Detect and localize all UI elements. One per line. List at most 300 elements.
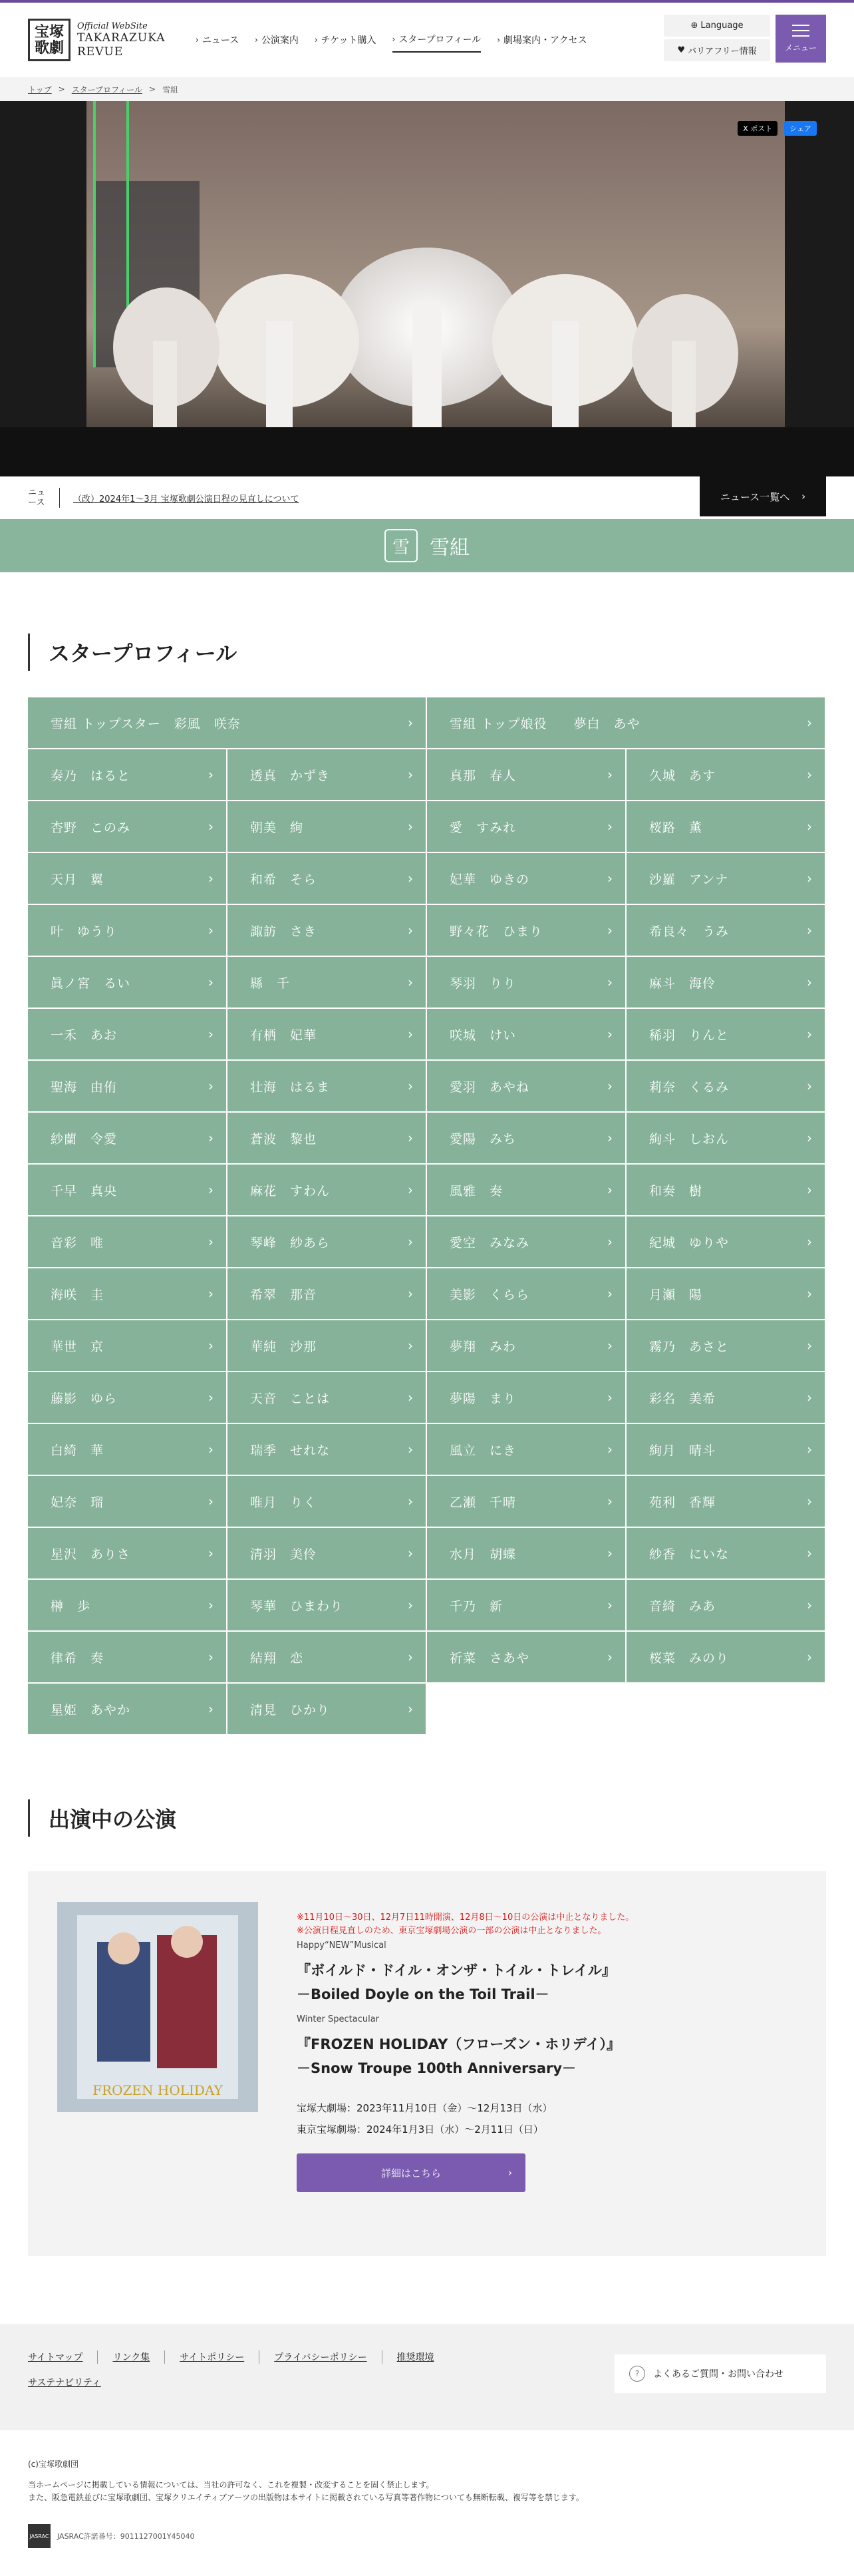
profile-name: 真那 春人: [450, 768, 517, 783]
takarazuka-theater-dates: 宝塚大劇場：2023年11月10日（金）～12月13日（水）: [297, 2102, 553, 2114]
member-profile-link[interactable]: [427, 1320, 625, 1371]
jasrac-logo: JASRAC: [28, 2524, 51, 2548]
profile-name: 清羽 美伶: [250, 1547, 317, 1562]
profile-name: 縣 千: [250, 976, 291, 991]
chevron-right-icon: ›: [607, 1338, 613, 1354]
member-profile-link[interactable]: [227, 749, 426, 800]
profile-name: 風立 にき: [450, 1443, 517, 1458]
member-profile-link[interactable]: [227, 1216, 426, 1267]
profile-name: 諏訪 さき: [250, 924, 317, 939]
logo-emblem: 宝塚歌劇: [28, 19, 71, 61]
chevron-right-icon: ›: [208, 922, 214, 938]
member-profile-link[interactable]: [227, 1476, 426, 1527]
member-profile-link[interactable]: [28, 905, 226, 956]
member-profile-link[interactable]: [28, 1580, 226, 1630]
utility-links: [664, 15, 770, 64]
chevron-right-icon: ›: [607, 870, 613, 886]
site-header: [0, 3, 854, 77]
social-buttons: [731, 121, 817, 136]
member-profile-link[interactable]: [627, 905, 825, 956]
chevron-right-icon: ›: [208, 1182, 214, 1198]
logo-big-text: TAKARAZUKA REVUE: [77, 31, 166, 59]
member-profile-link[interactable]: [427, 1632, 625, 1682]
profile-name: 彩名 美希: [649, 1391, 716, 1406]
breadcrumb-current: 雪組: [162, 85, 178, 94]
profile-name: 咲城 けい: [450, 1027, 517, 1043]
profile-name: 琴羽 りり: [450, 976, 517, 991]
profile-name: 苑利 香輝: [649, 1495, 716, 1510]
chevron-right-icon: ›: [807, 1597, 813, 1613]
member-profile-link[interactable]: [227, 1424, 426, 1475]
profile-name: 瑞季 せれな: [250, 1443, 331, 1458]
chevron-right-icon: ›: [807, 1338, 813, 1354]
chevron-right-icon: ›: [807, 1130, 813, 1146]
member-profile-link[interactable]: [427, 1165, 625, 1215]
member-profile-link[interactable]: [627, 1009, 825, 1059]
copyright-text: (c)宝塚歌劇団: [28, 2460, 78, 2469]
chevron-right-icon: ›: [607, 1493, 613, 1509]
chevron-right-icon: ›: [807, 922, 813, 938]
member-profile-link[interactable]: [627, 1061, 825, 1111]
member-profile-link[interactable]: [227, 1320, 426, 1371]
performance-title-1-main: 『ボイルド・ドイル・オンザ・トイル・トレイル』: [297, 1962, 616, 1978]
language-button[interactable]: [664, 15, 770, 37]
chevron-right-icon: ›: [807, 870, 813, 886]
chevron-right-icon: ›: [208, 974, 214, 990]
top-star-profile-link[interactable]: [28, 697, 426, 748]
chevron-right-icon: ›: [208, 1130, 214, 1146]
profile-name: 紗蘭 令愛: [51, 1131, 118, 1147]
footer-link-site-policy[interactable]: サイトポリシー: [165, 2350, 259, 2364]
member-profile-link[interactable]: [427, 905, 625, 956]
member-profile-link[interactable]: [28, 853, 226, 904]
chevron-right-icon: ›: [408, 1338, 414, 1354]
performance-poster[interactable]: [57, 1902, 258, 2112]
profile-name: 紀城 ゆりや: [649, 1235, 730, 1250]
member-profile-link[interactable]: [28, 1632, 226, 1682]
logo-text: [77, 21, 177, 59]
chevron-right-icon: ›: [208, 1286, 214, 1302]
performance-title-2-main: 『FROZEN HOLIDAY（フローズン・ホリデイ）』: [297, 2036, 621, 2052]
profile-name: 朝美 絢: [250, 820, 304, 835]
profile-name: 久城 あす: [649, 768, 716, 783]
globe-icon: ⊕: [690, 21, 698, 31]
chevron-right-icon: ›: [807, 974, 813, 990]
chevron-right-icon: ›: [408, 1182, 414, 1198]
member-profile-link[interactable]: [28, 1372, 226, 1423]
tokyo-theater-dates: 東京宝塚劇場：2024年1月3日（水）～2月11日（日）: [297, 2123, 543, 2135]
member-profile-link[interactable]: [28, 801, 226, 852]
profile-name: 蒼波 黎也: [250, 1131, 317, 1147]
chevron-right-icon: ›: [314, 35, 318, 45]
chevron-right-icon: ›: [607, 1026, 613, 1042]
performance-title-2: [297, 2032, 789, 2080]
member-profile-link[interactable]: [28, 957, 226, 1008]
nav-label: チケット購入: [321, 35, 376, 46]
profile-name: 有栖 妃華: [250, 1027, 317, 1043]
performance-title-1: [297, 1958, 789, 2006]
profile-name: 霧乃 あさと: [649, 1339, 730, 1354]
performance-subtitle-2: Winter Spectacular: [297, 2014, 380, 2024]
member-profile-link[interactable]: [427, 1424, 625, 1475]
footer-link-sitemap[interactable]: サイトマップ: [28, 2350, 98, 2364]
chevron-right-icon: ›: [408, 974, 414, 990]
profile-name: 桜菜 みのり: [649, 1650, 730, 1666]
ticker-news-link[interactable]: （改）2024年1～3月 宝塚歌劇公演日程の見直しについて: [73, 494, 299, 504]
member-profile-link[interactable]: [427, 749, 625, 800]
member-profile-link[interactable]: [28, 1268, 226, 1319]
profile-name: 唯月 りく: [250, 1495, 317, 1510]
question-icon: ?: [629, 2366, 645, 2382]
profile-name: 律希 奏: [51, 1650, 104, 1666]
menu-button[interactable]: [776, 15, 826, 63]
profile-name: 祈菜 さあや: [450, 1650, 530, 1666]
chevron-right-icon: ›: [807, 1649, 813, 1665]
chevron-right-icon: ›: [607, 1130, 613, 1146]
member-profile-link[interactable]: [28, 1113, 226, 1163]
nav-label: 劇場案内・アクセス: [503, 35, 587, 46]
chevron-right-icon: ›: [408, 1493, 414, 1509]
news-list-label: ニュース一覧へ: [720, 490, 790, 503]
member-profile-link[interactable]: [28, 1216, 226, 1267]
details-label: 詳細はこちら: [380, 2167, 441, 2179]
chevron-right-icon: ›: [801, 490, 806, 502]
profile-name: 月瀬 陽: [649, 1287, 703, 1302]
footer-link-links[interactable]: リンク集: [98, 2350, 165, 2364]
chevron-right-icon: ›: [408, 819, 414, 834]
profile-name: 莉奈 くるみ: [649, 1079, 730, 1095]
chevron-right-icon: ›: [807, 715, 813, 731]
chevron-right-icon: ›: [408, 1026, 414, 1042]
nav-tickets[interactable]: [315, 27, 376, 53]
profile-name: 天月 翼: [51, 872, 104, 887]
legal-text-1: 当ホームページに掲載している情報については、当社の許可なく、これを複製・改変することを固く禁止します。: [28, 2480, 434, 2489]
troupe-name: 雪組: [430, 536, 470, 560]
member-profile-link[interactable]: [627, 1580, 825, 1630]
chevron-right-icon: ›: [807, 819, 813, 834]
profile-name: 愛羽 あやね: [450, 1079, 530, 1095]
profile-name: 桜路 薫: [649, 820, 703, 835]
performance-subtitle-1: Happy“NEW”Musical: [297, 1940, 386, 1950]
language-label: Language: [700, 21, 744, 31]
profile-name: 妃華 ゆきの: [450, 872, 530, 887]
faq-label: よくあるご質問・お問い合わせ: [653, 2369, 783, 2380]
profile-name: 千乃 新: [450, 1598, 503, 1614]
profile-name: 美影 くらら: [450, 1287, 530, 1302]
member-profile-link[interactable]: [627, 1372, 825, 1423]
chevron-right-icon: ›: [607, 1234, 613, 1250]
chevron-right-icon: ›: [408, 922, 414, 938]
member-profile-link[interactable]: [627, 1320, 825, 1371]
chevron-right-icon: ›: [208, 1597, 214, 1613]
member-profile-link[interactable]: [427, 1113, 625, 1163]
poster-title: FROZEN HOLIDAY: [92, 2082, 223, 2098]
chevron-right-icon: ›: [607, 1078, 613, 1094]
chevron-right-icon: ›: [607, 922, 613, 938]
member-profile-link[interactable]: [627, 1165, 825, 1215]
chevron-right-icon: ›: [607, 974, 613, 990]
chevron-right-icon: ›: [392, 35, 396, 44]
profile-name: 夢翔 みわ: [450, 1339, 517, 1354]
profile-name: 星沢 ありさ: [51, 1547, 131, 1562]
barrier-free-button[interactable]: [664, 39, 770, 61]
nav-theater-access[interactable]: [497, 27, 587, 53]
chevron-right-icon: ›: [508, 2167, 512, 2179]
member-profile-link[interactable]: [427, 1268, 625, 1319]
profile-name: 華世 京: [51, 1339, 104, 1354]
breadcrumb-separator: >: [148, 85, 156, 94]
profile-name: 榊 歩: [51, 1598, 91, 1614]
chevron-right-icon: ›: [208, 1649, 214, 1665]
member-profile-link[interactable]: [627, 1424, 825, 1475]
nav-star-profile[interactable]: [392, 27, 482, 53]
chevron-right-icon: ›: [408, 1234, 414, 1250]
chevron-right-icon: ›: [208, 870, 214, 886]
chevron-right-icon: ›: [807, 767, 813, 783]
cancellation-notice-2: ※公演日程見直しのため、東京宝塚劇場公演の一部の公演は中止となりました。: [297, 1926, 607, 1936]
profile-name: 天音 ことは: [250, 1391, 331, 1406]
profile-grid: [28, 697, 826, 1736]
member-profile-link[interactable]: [227, 905, 426, 956]
member-profile-link[interactable]: [227, 853, 426, 904]
hamburger-icon: [792, 25, 809, 37]
profile-name: 稀羽 りんと: [649, 1027, 730, 1043]
chevron-right-icon: ›: [208, 1026, 214, 1042]
member-profile-link[interactable]: [627, 1268, 825, 1319]
chevron-right-icon: ›: [807, 1441, 813, 1457]
nav-label: スタープロフィール: [398, 35, 482, 45]
member-profile-link[interactable]: [28, 1061, 226, 1111]
chevron-right-icon: ›: [607, 819, 613, 834]
chevron-right-icon: ›: [408, 1130, 414, 1146]
member-profile-link[interactable]: [28, 1528, 226, 1578]
breadcrumb-top[interactable]: トップ: [28, 85, 52, 94]
breadcrumb-star-profile[interactable]: スタープロフィール: [71, 85, 142, 94]
cancellation-notice-1: ※11月10日～30日、12月7日11時開演、12月8日～10日の公演は中止となりました。: [297, 1913, 635, 1923]
member-profile-link[interactable]: [427, 1372, 625, 1423]
member-profile-link[interactable]: [627, 1113, 825, 1163]
profile-name: 琴華 ひまわり: [250, 1598, 344, 1614]
nav-performances[interactable]: [255, 27, 299, 53]
member-profile-link[interactable]: [227, 1061, 426, 1111]
chevron-right-icon: ›: [208, 1338, 214, 1354]
member-profile-link[interactable]: [427, 853, 625, 904]
star-profile-heading: スタープロフィール: [28, 634, 826, 671]
member-profile-link[interactable]: [28, 1424, 226, 1475]
poster-image: [57, 1902, 258, 2112]
profile-name: 聖海 由侑: [51, 1079, 118, 1095]
facebook-share-button[interactable]: シェア: [784, 121, 817, 136]
profile-name: 海咲 圭: [51, 1287, 104, 1302]
profile-name: 眞ノ宮 るい: [51, 976, 131, 991]
member-profile-link[interactable]: [227, 1684, 426, 1734]
chevron-right-icon: ›: [807, 1182, 813, 1198]
chevron-right-icon: ›: [408, 715, 414, 731]
chevron-right-icon: ›: [408, 1441, 414, 1457]
chevron-right-icon: ›: [208, 767, 214, 783]
member-profile-link[interactable]: [227, 1268, 426, 1319]
member-profile-link[interactable]: [427, 801, 625, 852]
chevron-right-icon: ›: [807, 1286, 813, 1302]
profile-name: 透真 かずき: [250, 768, 331, 783]
chevron-right-icon: ›: [408, 1286, 414, 1302]
profile-name: 音綺 みあ: [649, 1598, 716, 1614]
member-profile-link[interactable]: [427, 957, 625, 1008]
chevron-right-icon: ›: [607, 1597, 613, 1613]
stage-photo: [0, 101, 854, 476]
member-profile-link[interactable]: [627, 1528, 825, 1578]
chevron-right-icon: ›: [607, 1649, 613, 1665]
performance-card: [28, 1871, 826, 2256]
heart-icon: ♥: [677, 45, 686, 55]
profile-name: 和奏 樹: [649, 1183, 703, 1198]
profile-name: 愛空 みなみ: [450, 1235, 530, 1250]
profile-name: 結翔 恋: [250, 1650, 304, 1666]
profile-name: 希良々 うみ: [649, 924, 730, 939]
member-profile-link[interactable]: [227, 1580, 426, 1630]
profile-name: 愛陽 みち: [450, 1131, 517, 1147]
chevron-right-icon: ›: [408, 1389, 414, 1405]
profile-name: 紗香 にいな: [649, 1547, 730, 1562]
member-profile-link[interactable]: [227, 801, 426, 852]
logo-small-text: Official WebSite: [77, 21, 148, 31]
profile-name: 星姫 あやか: [51, 1702, 131, 1718]
chevron-right-icon: ›: [208, 1078, 214, 1094]
site-footer: [0, 2324, 854, 2576]
menu-label: メニュー: [784, 43, 817, 53]
barrier-free-label: バリアフリー情報: [688, 47, 757, 57]
member-profile-link[interactable]: [28, 749, 226, 800]
member-profile-link[interactable]: [627, 801, 825, 852]
chevron-right-icon: ›: [607, 1182, 613, 1198]
member-profile-link[interactable]: [28, 1165, 226, 1215]
profile-name: 野々花 ひまり: [450, 924, 543, 939]
profile-name: 絢斗 しおん: [649, 1131, 730, 1147]
member-profile-link[interactable]: [427, 1476, 625, 1527]
legal-text-2: また、阪急電鉄並びに宝塚歌劇団、宝塚クリエイティブアーツの出版物は本サイトに掲載されている写真等著作物についても無断転載、複写等を禁じます。: [28, 2493, 584, 2502]
member-profile-link[interactable]: [427, 1009, 625, 1059]
member-profile-link[interactable]: [627, 749, 825, 800]
jasrac-number: JASRAC許諾番号：9011127001Y45040: [57, 2531, 195, 2541]
profile-name: 麻斗 海伶: [649, 976, 716, 991]
profile-name: 奏乃 はると: [51, 768, 131, 783]
profile-name: 壮海 はるま: [250, 1079, 331, 1095]
copyright-area: [0, 2430, 854, 2576]
profile-name: 白綺 華: [51, 1443, 104, 1458]
chevron-right-icon: ›: [408, 870, 414, 886]
chevron-right-icon: ›: [408, 1545, 414, 1561]
profile-name: 沙羅 アンナ: [649, 872, 729, 887]
footer-link-sustainability[interactable]: サステナビリティ: [28, 2378, 101, 2388]
member-profile-link[interactable]: [227, 1372, 426, 1423]
member-profile-link[interactable]: [427, 1216, 625, 1267]
member-profile-link[interactable]: [427, 1061, 625, 1111]
profile-name: 千早 真央: [51, 1183, 118, 1198]
site-logo[interactable]: [28, 19, 177, 61]
ticker-label: ニュース: [28, 488, 60, 508]
performance-info: [297, 1911, 789, 2192]
footer-link-recommended-env[interactable]: 推奨環境: [396, 2352, 434, 2363]
member-profile-link[interactable]: [28, 1320, 226, 1371]
chevron-right-icon: ›: [408, 1078, 414, 1094]
global-nav: [196, 27, 603, 53]
chevron-right-icon: ›: [408, 1597, 414, 1613]
nav-label: 公演案内: [261, 35, 299, 46]
chevron-right-icon: ›: [208, 819, 214, 834]
profile-name: 雪組 トップスター 彩風 咲奈: [51, 716, 241, 731]
member-profile-link[interactable]: [227, 1528, 426, 1578]
faq-contact-button[interactable]: [615, 2354, 826, 2393]
chevron-right-icon: ›: [607, 1389, 613, 1405]
profile-name: 夢陽 まり: [450, 1391, 517, 1406]
chevron-right-icon: ›: [607, 1441, 613, 1457]
member-profile-link[interactable]: [627, 853, 825, 904]
chevron-right-icon: ›: [208, 1701, 214, 1717]
chevron-right-icon: ›: [208, 1493, 214, 1509]
member-profile-link[interactable]: [28, 1684, 226, 1734]
chevron-right-icon: ›: [255, 35, 258, 45]
member-profile-link[interactable]: [227, 1009, 426, 1059]
x-post-button[interactable]: X ポスト: [738, 121, 778, 136]
member-profile-link[interactable]: [627, 1476, 825, 1527]
member-profile-link[interactable]: [627, 957, 825, 1008]
chevron-right-icon: ›: [807, 1026, 813, 1042]
nav-news[interactable]: [196, 27, 239, 53]
chevron-right-icon: ›: [208, 1389, 214, 1405]
performance-title-1-sub: －Boiled Doyle on the Toil Trail－: [297, 1986, 549, 2002]
chevron-right-icon: ›: [807, 1493, 813, 1509]
profile-name: 音彩 唯: [51, 1235, 104, 1250]
chevron-right-icon: ›: [807, 1545, 813, 1561]
breadcrumb-separator: >: [58, 85, 65, 94]
nav-label: ニュース: [202, 35, 239, 46]
profile-name: 琴峰 紗あら: [250, 1235, 331, 1250]
breadcrumb: [0, 77, 854, 101]
profile-name: 麻花 すわん: [250, 1183, 331, 1198]
member-profile-link[interactable]: [227, 957, 426, 1008]
news-list-button[interactable]: [700, 476, 826, 516]
chevron-right-icon: ›: [408, 767, 414, 783]
profile-name: 水月 胡蝶: [450, 1547, 517, 1562]
troupe-banner: [0, 519, 854, 572]
profile-name: 乙瀬 千晴: [450, 1495, 517, 1510]
member-profile-link[interactable]: [627, 1632, 825, 1682]
member-profile-link[interactable]: [28, 1476, 226, 1527]
details-button[interactable]: [297, 2153, 525, 2192]
member-profile-link[interactable]: [227, 1113, 426, 1163]
footer-link-privacy-policy[interactable]: プライバシーポリシー: [259, 2350, 382, 2364]
profile-name: 希翠 那音: [250, 1287, 317, 1302]
header-utilities: [664, 15, 826, 64]
profile-name: 絢月 晴斗: [649, 1443, 716, 1458]
chevron-right-icon: ›: [807, 1078, 813, 1094]
profile-name: 藤影 ゆら: [51, 1391, 118, 1406]
chevron-right-icon: ›: [408, 1649, 414, 1665]
profile-name: 杏野 このみ: [51, 820, 131, 835]
chevron-right-icon: ›: [497, 35, 501, 45]
member-profile-link[interactable]: [227, 1165, 426, 1215]
member-profile-link[interactable]: [427, 1528, 625, 1578]
member-profile-link[interactable]: [627, 1216, 825, 1267]
top-musumeyaku-profile-link[interactable]: [427, 697, 825, 748]
member-profile-link[interactable]: [427, 1580, 625, 1630]
profile-name: 雪組 トップ娘役 夢白 あや: [450, 716, 640, 731]
member-profile-link[interactable]: [28, 1009, 226, 1059]
hero-image: [0, 101, 854, 476]
member-profile-link[interactable]: [227, 1632, 426, 1682]
profile-name: 一禾 あお: [51, 1027, 118, 1043]
current-performance-heading: 出演中の公演: [28, 1799, 826, 1837]
